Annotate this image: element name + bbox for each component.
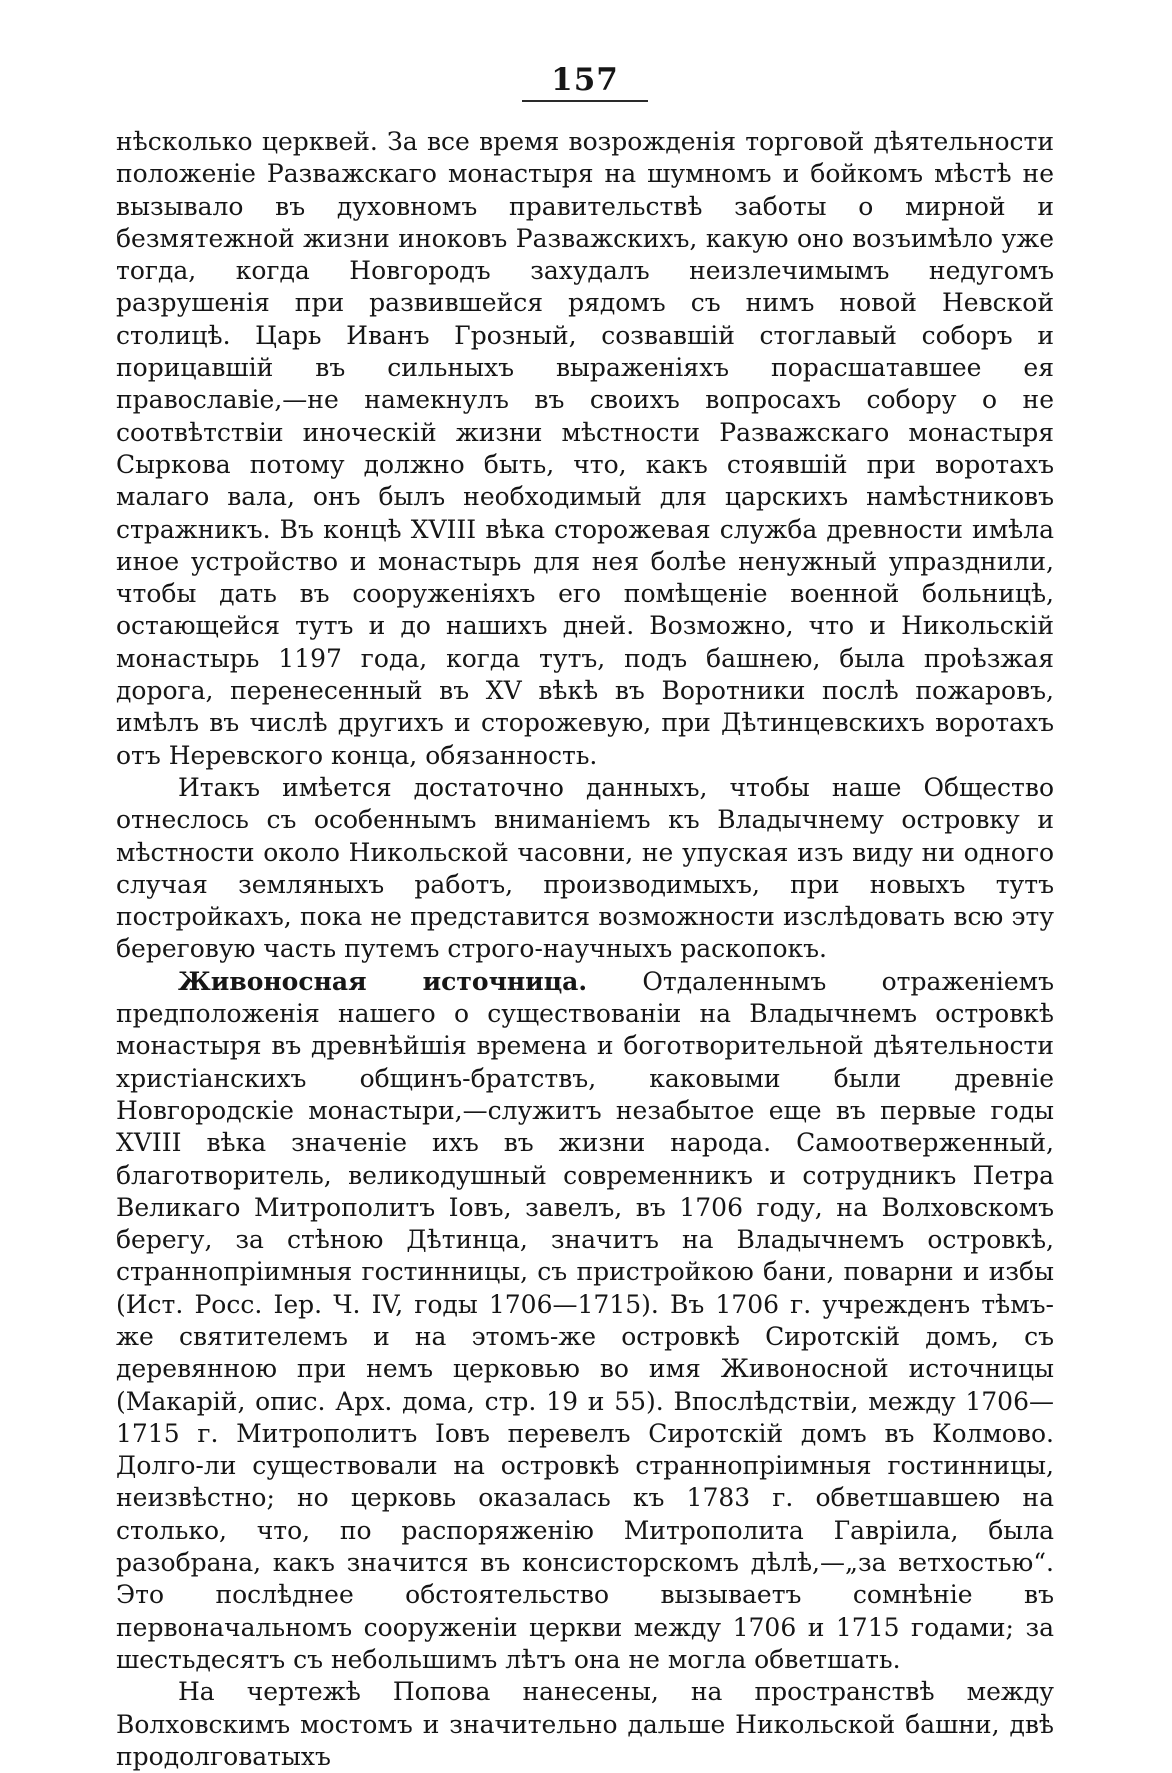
body-text bbox=[116, 126, 1054, 1773]
header-rule bbox=[522, 100, 648, 102]
paragraph-conclusion: Итакъ имѣется достаточно данныхъ, чтобы наше Общество отнеслось съ особеннымъ вниманіемъ къ Владычнему островку и мѣстности около Никольской часовни, не упуская изъ виду ни одного случая земляныхъ работъ, производимыхъ, при новыхъ тутъ постройкахъ, пока не представится возможности изслѣдовать всю эту береговую часть путемъ строго-научныхъ раскопокъ. bbox=[116, 772, 1054, 964]
section-heading: Живоносная источница. bbox=[178, 966, 588, 996]
paragraph-popov-drawing: На чертежѣ Попова нанесены, на пространствѣ между Волховскимъ мостомъ и значительно дальше Никольской башни, двѣ продолговатыхъ bbox=[116, 1677, 1054, 1771]
page-number: 157 bbox=[551, 62, 619, 98]
paragraph-zhivonosnaya bbox=[116, 966, 1054, 1677]
paragraph-continuation: нѣсколько церквей. За все время возрожденія торговой дѣятельности положеніе Разважскаго монастыря на шумномъ и бойкомъ мѣстѣ не вызывало въ духовномъ правительствѣ заботы о мирной и безмятежной жизни иноковъ Разважскихъ, какую оно возъимѣло уже тогда, когда Новгородъ захудалъ неизлечимымъ недугомъ разрушенія при развившейся рядомъ съ нимъ новой Невской столицѣ. Царь Иванъ Грозный, созвавшій стоглавый соборъ и порицавшій въ сильныхъ выраженіяхъ порасшатавшее ея православіе,—не намекнулъ въ своихъ вопросахъ собору о не соотвѣтствіи иноческій жизни мѣстности Разважскаго монастыря Сыркова потому должно быть, что, какъ стоявшій при воротахъ малаго вала, онъ былъ необходимый для царскихъ намѣстниковъ стражникъ. Въ концѣ XVIII вѣка сторожевая служба древности имѣла иное устройство и монастырь для нея болѣе ненужный упразднили, чтобы дать въ сооруженіяхъ его помѣщеніе военной больницѣ, остающейся тутъ и до нашихъ дней. Возможно, что и Никольскій монастырь 1197 года, когда тутъ, подъ башнею, была проѣзжая дорога, перенесенный въ XV вѣкѣ въ Воротники послѣ пожаровъ, имѣлъ въ числѣ другихъ и сторожевую, при Дѣтинцевскихъ воротахъ отъ Неревского конца, обязанность. bbox=[116, 127, 1054, 770]
paragraph-text: Отдаленнымъ отраженіемъ предположенія нашего о существованіи на Владычнемъ островкѣ монастыря въ древнѣйшія времена и боготворительной дѣятельности христіанскихъ общинъ-братствъ, каковыми были древніе Новгородскіе монастыри,—служитъ незабытое еще въ первые годы XVIII вѣка значеніе ихъ въ жизни народа. Самоотверженный, благотворитель, великодушный современникъ и сотрудникъ Петра Великаго Митрополитъ Іовъ, завелъ, въ 1706 году, на Волховскомъ берегу, за стѣною Дѣтинца, значитъ на Владычнемъ островкѣ, страннопріимныя гостинницы, съ пристройкою бани, поварни и избы (Ист. Росс. Іер. Ч. IV, годы 1706—1715). Въ 1706 г. учрежденъ тѣмъ-же святителемъ и на этомъ-же островкѣ Сиротскій домъ, съ деревянною при немъ церковью во имя Живоносной источницы (Макарій, опис. Арх. дома, стр. 19 и 55). Впослѣдствіи, между 1706—1715 г. Митрополитъ Іовъ перевелъ Сиротскій домъ въ Колмово. Долго-ли существовали на островкѣ страннопріимныя гостинницы, неизвѣстно; но церковь оказалась къ 1783 г. обветшавшею на столько, что, по распоряженію Митрополита Гавріила, была разобрана, какъ значится въ консисторскомъ дѣлѣ,—„за ветхостью“. Это послѣднее обстоятельство вызываетъ сомнѣніе въ первоначальномъ сооруженіи церкви между 1706 и 1715 годами; за шестьдесятъ съ небольшимъ лѣтъ она не могла обветшать. bbox=[116, 966, 1054, 1674]
